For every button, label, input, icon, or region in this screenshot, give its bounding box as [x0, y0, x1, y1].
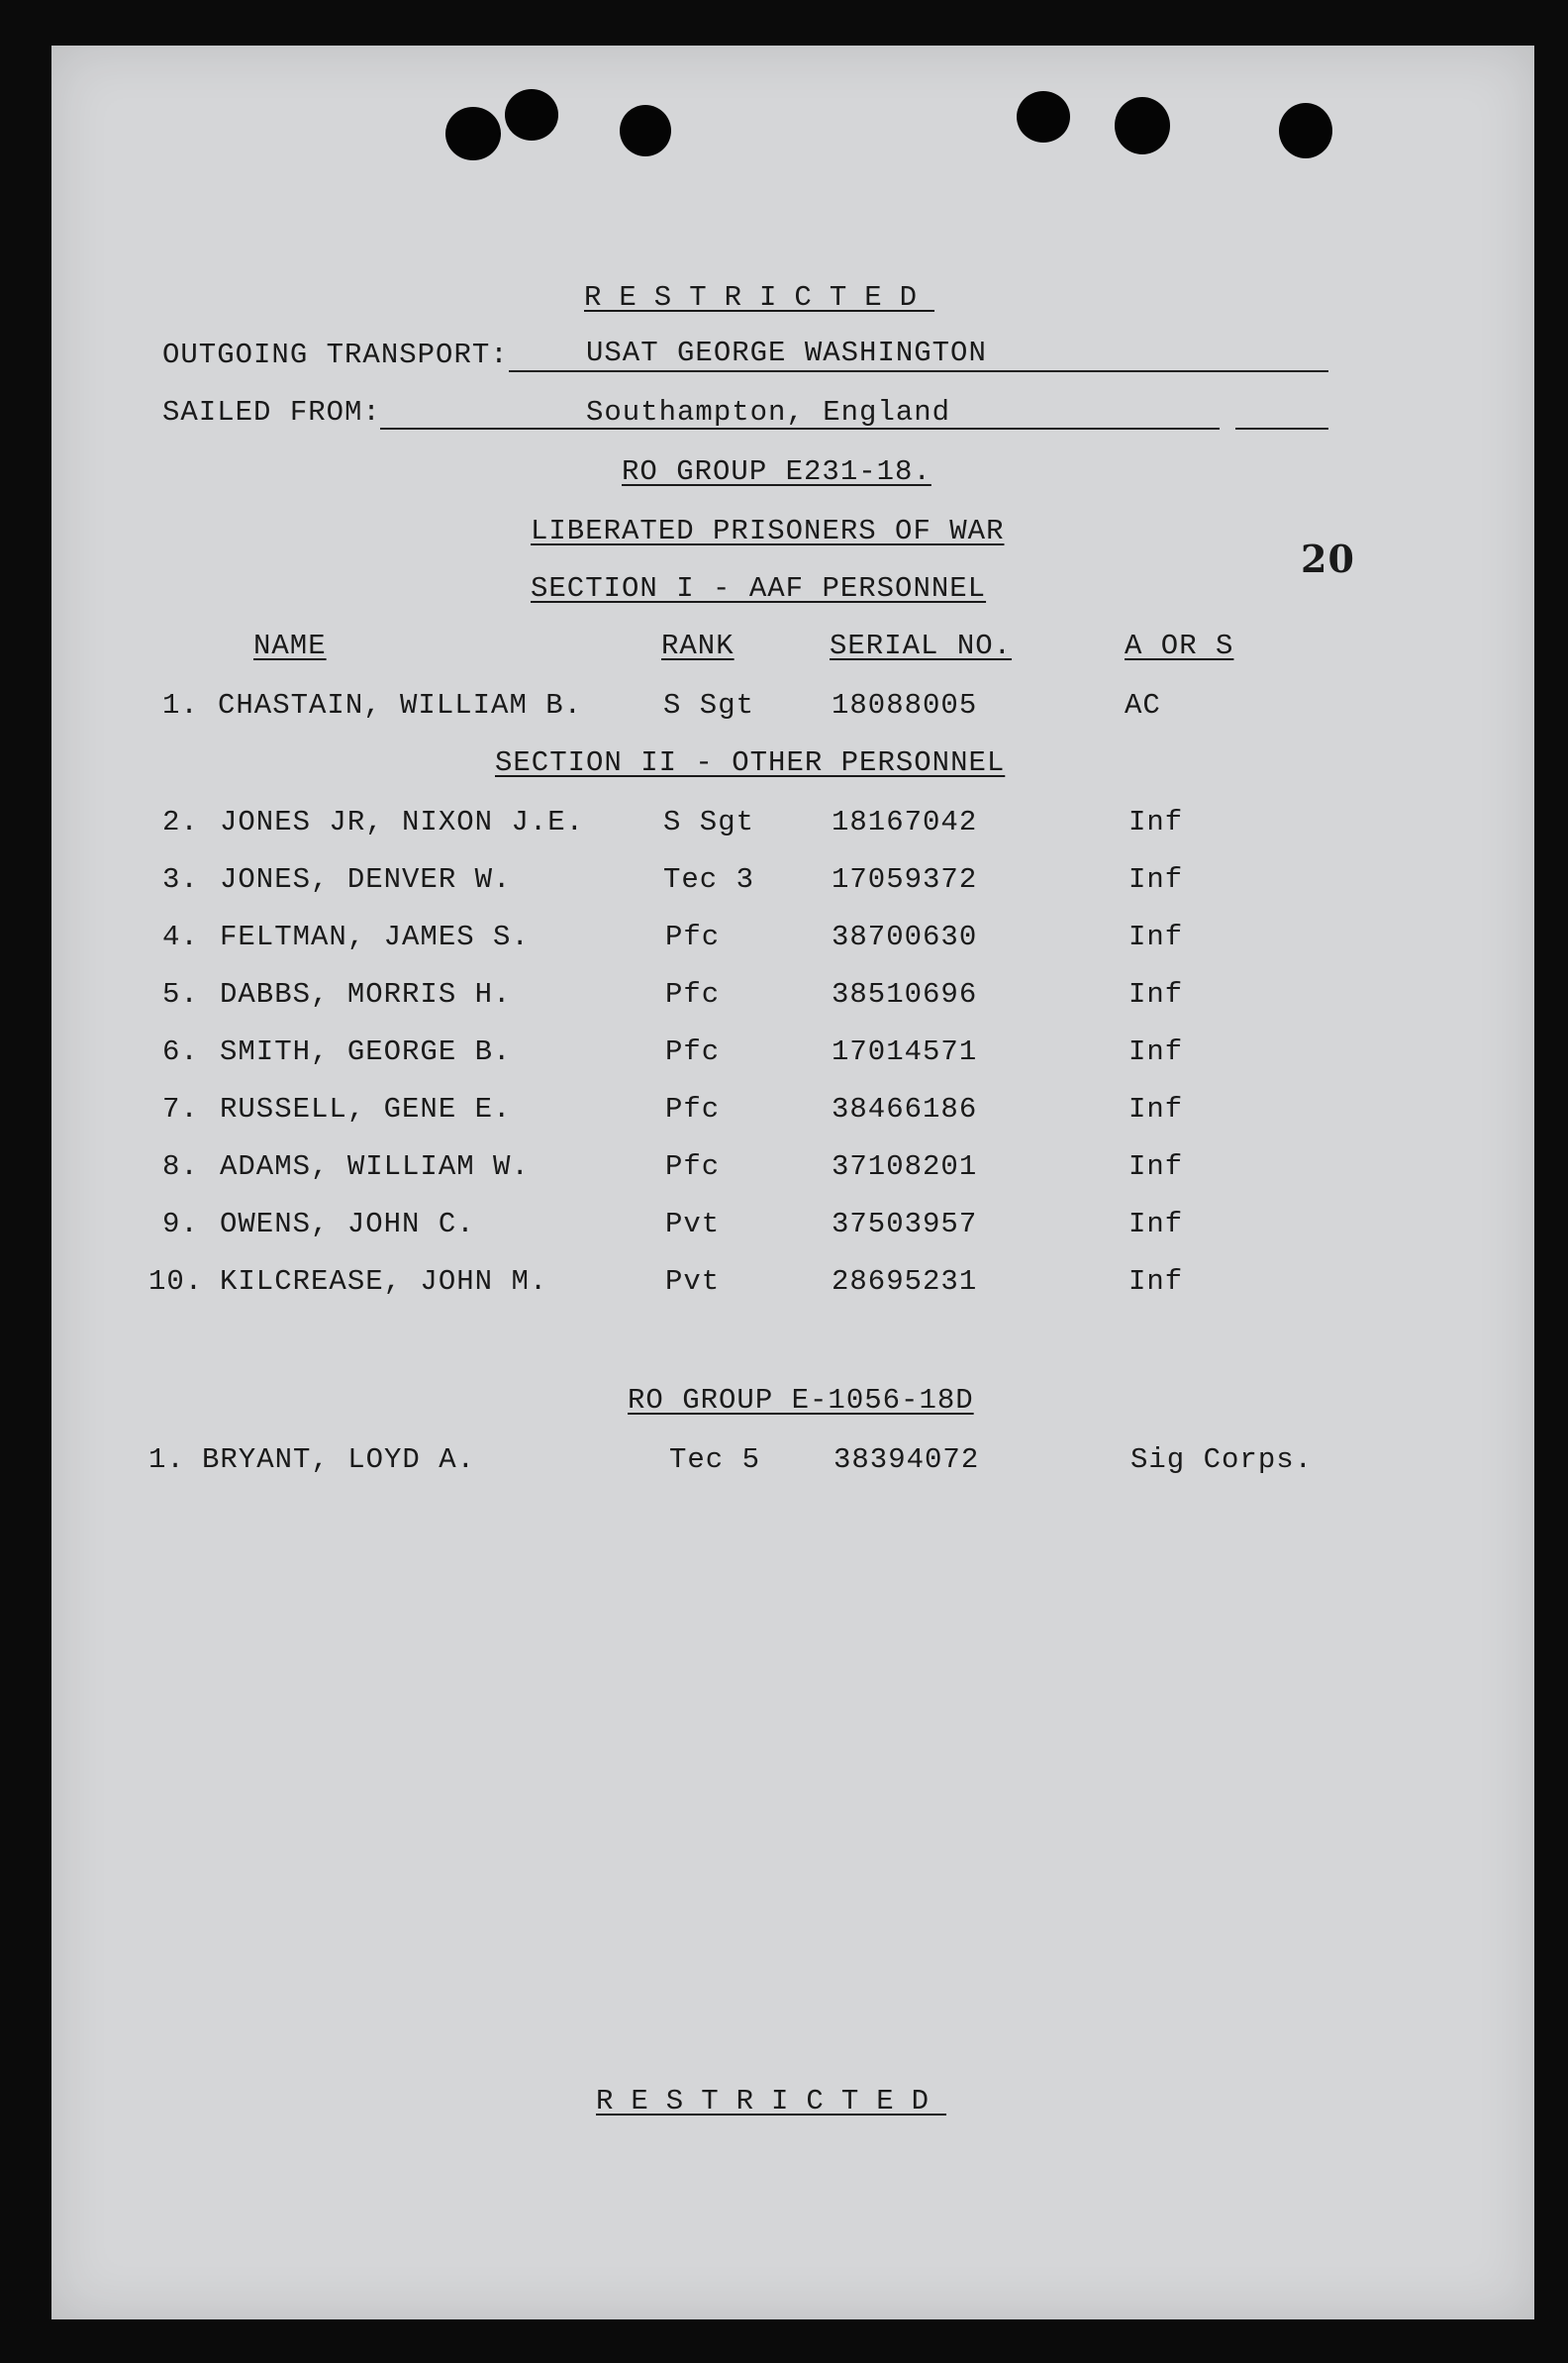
row-number: 8.	[162, 1150, 199, 1183]
row-aors: Inf	[1128, 1150, 1184, 1183]
column-header-serial: SERIAL NO.	[830, 630, 1013, 662]
row-serial: 38510696	[832, 978, 978, 1011]
row-rank: Tec 5	[669, 1443, 761, 1476]
page-number: 20	[1301, 537, 1355, 581]
row-number: 7.	[162, 1093, 199, 1126]
row-serial: 38700630	[832, 921, 978, 953]
classification-top: RESTRICTED	[584, 281, 935, 314]
punch-hole-icon	[505, 89, 558, 141]
row-rank: S Sgt	[663, 689, 755, 722]
row-number: 9.	[162, 1208, 199, 1240]
sailed-label: SAILED FROM:	[162, 396, 381, 429]
row-number: 4.	[162, 921, 199, 953]
row-name: SMITH, GEORGE B.	[220, 1035, 512, 1068]
row-rank: Pfc	[665, 921, 721, 953]
row-serial: 18088005	[832, 689, 978, 722]
transport-underline	[509, 370, 1328, 372]
row-aors: Inf	[1128, 1093, 1184, 1126]
punch-hole-icon	[445, 107, 501, 160]
row-aors: Inf	[1128, 806, 1184, 838]
section-1-title: SECTION I - AAF PERSONNEL	[531, 572, 987, 605]
row-name: BRYANT, LOYD A.	[202, 1443, 476, 1476]
column-header-rank: RANK	[661, 630, 735, 662]
row-serial: 37503957	[832, 1208, 978, 1240]
transport-label: OUTGOING TRANSPORT:	[162, 339, 509, 371]
row-aors: Inf	[1128, 1035, 1184, 1068]
column-header-name: NAME	[253, 630, 327, 662]
row-name: JONES, DENVER W.	[220, 863, 512, 896]
row-serial: 17059372	[832, 863, 978, 896]
row-aors: Inf	[1128, 921, 1184, 953]
row-number: 1.	[162, 689, 199, 722]
row-rank: Pfc	[665, 1150, 721, 1183]
row-name: JONES JR, NIXON J.E.	[220, 806, 585, 838]
document-page	[51, 46, 1534, 2319]
group-1-title: RO GROUP E231-18.	[622, 455, 931, 488]
classification-bottom: RESTRICTED	[596, 2085, 947, 2117]
row-name: KILCREASE, JOHN M.	[220, 1265, 548, 1298]
sailed-value: Southampton, England	[586, 396, 951, 429]
punch-hole-icon	[1017, 91, 1070, 143]
transport-value: USAT GEORGE WASHINGTON	[586, 337, 987, 369]
row-serial: 18167042	[832, 806, 978, 838]
document-subtitle: LIBERATED PRISONERS OF WAR	[531, 515, 1005, 547]
row-number: 6.	[162, 1035, 199, 1068]
row-rank: Pfc	[665, 1093, 721, 1126]
row-rank: Pvt	[665, 1265, 721, 1298]
row-number: 3.	[162, 863, 199, 896]
row-name: RUSSELL, GENE E.	[220, 1093, 512, 1126]
row-rank: S Sgt	[663, 806, 755, 838]
row-aors: Inf	[1128, 863, 1184, 896]
punch-hole-icon	[1279, 103, 1332, 158]
row-number: 10.	[148, 1265, 204, 1298]
row-aors: AC	[1125, 689, 1161, 722]
row-rank: Pvt	[665, 1208, 721, 1240]
row-serial: 28695231	[832, 1265, 978, 1298]
row-serial: 17014571	[832, 1035, 978, 1068]
row-aors: Inf	[1128, 978, 1184, 1011]
row-name: ADAMS, WILLIAM W.	[220, 1150, 530, 1183]
row-number: 1.	[148, 1443, 185, 1476]
row-number: 5.	[162, 978, 199, 1011]
row-name: OWENS, JOHN C.	[220, 1208, 475, 1240]
sailed-underline-end	[1235, 428, 1328, 430]
row-rank: Pfc	[665, 1035, 721, 1068]
row-aors: Inf	[1128, 1208, 1184, 1240]
row-name: DABBS, MORRIS H.	[220, 978, 512, 1011]
row-serial: 38394072	[833, 1443, 980, 1476]
row-number: 2.	[162, 806, 199, 838]
row-rank: Tec 3	[663, 863, 755, 896]
row-rank: Pfc	[665, 978, 721, 1011]
punch-hole-icon	[620, 105, 671, 156]
row-name: FELTMAN, JAMES S.	[220, 921, 530, 953]
row-name: CHASTAIN, WILLIAM B.	[218, 689, 583, 722]
section-2-title: SECTION II - OTHER PERSONNEL	[495, 746, 1006, 779]
row-serial: 37108201	[832, 1150, 978, 1183]
punch-hole-icon	[1115, 97, 1170, 154]
row-serial: 38466186	[832, 1093, 978, 1126]
row-aors: Sig Corps.	[1130, 1443, 1314, 1476]
column-header-aors: A OR S	[1125, 630, 1234, 662]
row-aors: Inf	[1128, 1265, 1184, 1298]
group-2-title: RO GROUP E-1056-18D	[628, 1384, 974, 1417]
